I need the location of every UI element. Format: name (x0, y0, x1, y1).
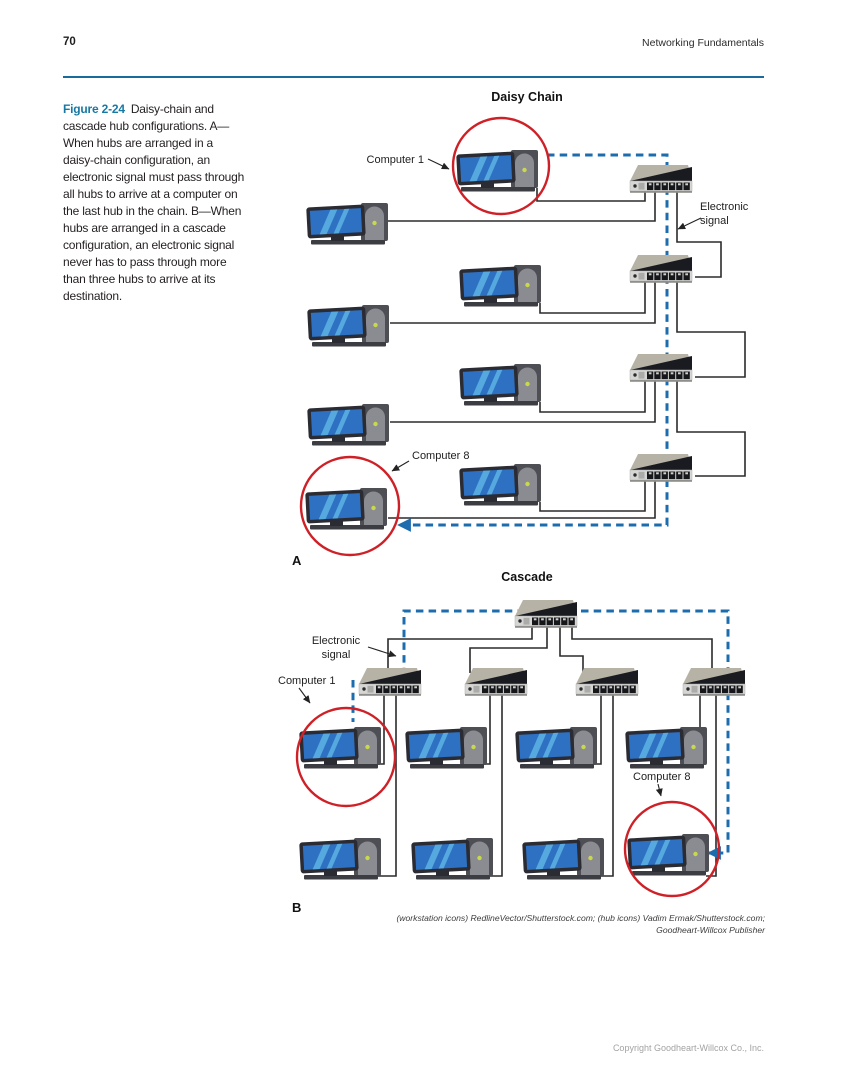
signal-label-b-line2: signal (321, 649, 351, 661)
workstation-icon-computer1-b (299, 727, 381, 769)
page-number: 70 (63, 36, 76, 48)
figure-credit-line1: (workstation icons) RedlineVector/Shutterstock.com; (hub icons) Vadim Ermak/Shutterstock.com; (396, 913, 765, 923)
computer8-label-a: Computer 8 (412, 450, 470, 462)
workstation-icon (307, 305, 389, 347)
cable (470, 627, 547, 673)
panel-a-devices (305, 150, 692, 530)
computer8-label-b: Computer 8 (633, 771, 691, 783)
figure-caption-label: Figure 2-24 (63, 102, 125, 116)
workstation-icon (625, 727, 707, 769)
signal-arrow-a (678, 218, 701, 229)
cable (540, 280, 645, 313)
workstation-icon-computer1-a (456, 150, 538, 192)
panel-b-letter: B (292, 900, 302, 915)
cable (572, 627, 712, 673)
workstation-icon (299, 838, 381, 880)
workstation-icon (459, 265, 541, 307)
hub-icon-root (515, 600, 577, 628)
running-head: Networking Fundamentals (642, 37, 764, 49)
workstation-icon (306, 203, 388, 245)
cable (540, 379, 645, 412)
cable (537, 188, 645, 201)
workstation-icon-computer8-a (305, 488, 387, 530)
figure-credits (396, 913, 765, 936)
panel-b-title: Cascade (501, 570, 553, 584)
computer1-label-a: Computer 1 (366, 154, 424, 166)
computer1-arrow-b (299, 688, 310, 703)
figure-caption-text: Daisy-chain and cascade hub configurations. A—When hubs are arranged in a daisy-chain configuration, an electronic signal must pass through all hubs to arrive at a computer on the last hub in the chain. B—When hubs are arranged in a cascade configuration, an electronic signal never has to pass through more than three hubs to arrive at its destination. (63, 102, 245, 303)
workstation-icon (515, 727, 597, 769)
workstation-icon (405, 727, 487, 769)
hub-icon (630, 454, 692, 482)
panel-a-title: Daisy Chain (491, 90, 563, 104)
signal-label-b-line1: Electronic (311, 635, 361, 647)
figure-credit-line2: Goodheart-Willcox Publisher (656, 924, 765, 935)
computer1-arrow-a (428, 159, 449, 169)
workstation-icon (459, 464, 541, 506)
hub-icon (630, 255, 692, 283)
cable (388, 627, 532, 673)
hub-icon (630, 165, 692, 193)
computer8-arrow-a (392, 461, 409, 471)
hub-icon (683, 668, 745, 696)
copyright-notice: Copyright Goodheart-Willcox Co., Inc. (612, 1043, 764, 1053)
workstation-icon (411, 838, 493, 880)
computer8-arrow-b (658, 784, 661, 796)
workstation-icon (307, 404, 389, 446)
workstation-icon (522, 838, 604, 880)
signal-label-a-line1: Electronic (700, 201, 749, 213)
signal-arrow-b (368, 647, 396, 656)
hub-icon (465, 668, 527, 696)
hub-icon (359, 668, 421, 696)
workstation-icon (459, 364, 541, 406)
workstation-icon-computer8-b (627, 834, 709, 876)
panel-b-devices (299, 600, 745, 880)
cable (388, 190, 655, 221)
cable (540, 479, 645, 511)
panel-a-letter: A (292, 553, 302, 568)
signal-label-a-line2: signal (700, 215, 729, 227)
hub-icon (576, 668, 638, 696)
hub-icon (630, 354, 692, 382)
computer1-label-b: Computer 1 (278, 675, 336, 687)
